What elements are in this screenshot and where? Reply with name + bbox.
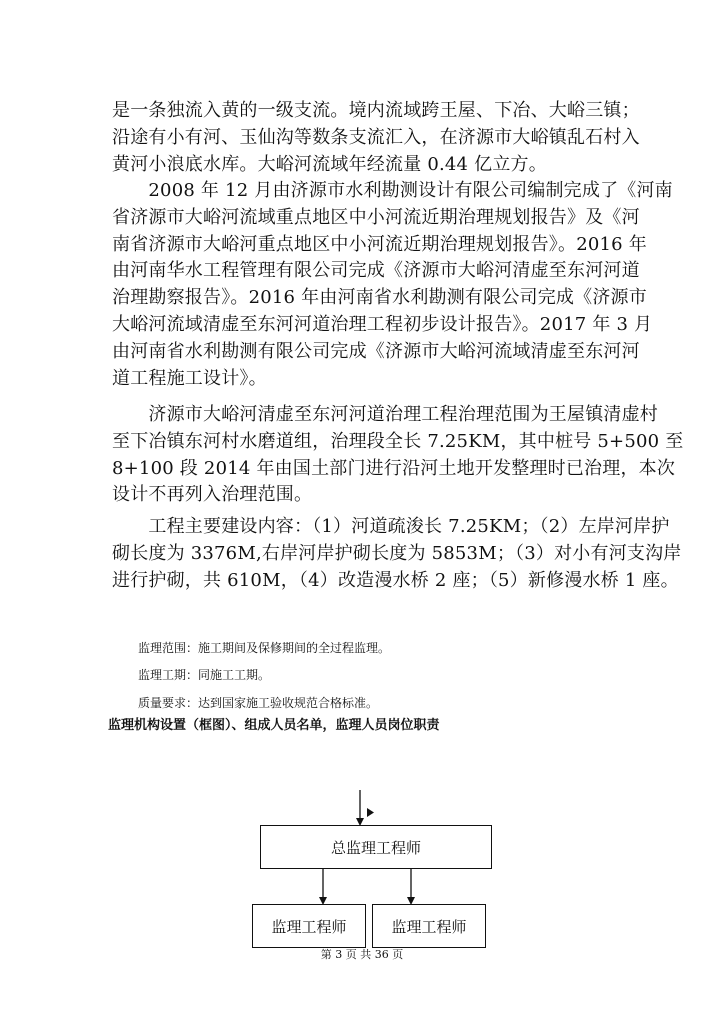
paragraph-line: 沿途有小有河、玉仙沟等数条支流汇入，在济源市大峪镇乱石村入 (112, 126, 640, 148)
quality-requirement-note: 质量要求：达到国家施工验收规范合格标准。 (138, 696, 379, 710)
paragraph-line: 由河南省水利勘测有限公司完成《济源市大峪河流域清虚至东河河 (112, 340, 640, 362)
paragraph-2 (112, 178, 673, 392)
paragraph-line: 省济源市大峪河流域重点地区中小河流近期治理规划报告》及《河 (112, 206, 640, 228)
paragraph-line: 道工程施工设计》。 (112, 367, 267, 389)
supervision-period-note: 监理工期：同施工工期。 (138, 668, 271, 682)
paragraph-3 (112, 402, 684, 509)
paragraph-line: 济源市大峪河清虚至东河河道治理工程治理范围为王屋镇清虚村 (112, 404, 658, 425)
paragraph-line: 砌长度为 3376M,右岸河岸护砌长度为 5853M；（3）对小有河支沟岸 (112, 542, 682, 564)
paragraph-1 (112, 98, 640, 178)
paragraph-line: 设计不再列入治理范围。 (112, 484, 313, 506)
paragraph-line: 进行护砌，共 610M，（4）改造漫水桥 2 座；（5）新修漫水桥 1 座。 (112, 569, 679, 591)
supervisor-box-right (372, 904, 486, 948)
pointer-arrow-head (367, 808, 374, 817)
supervisor-box-left (252, 904, 366, 948)
paragraph-line: 治理勘察报告》。2016 年由河南省水利勘测有限公司完成《济源市 (112, 287, 647, 309)
paragraph-line: 是一条独流入黄的一级支流。境内流域跨王屋、下冶、大峪三镇； (112, 100, 640, 121)
paragraph-line: 至下冶镇东河村水磨道组，治理段全长 7.25KM，其中桩号 5+500 至 (112, 430, 684, 452)
supervisor-label-right: 监理工程师 (391, 917, 467, 936)
chief-supervisor-box (260, 825, 492, 869)
chief-supervisor-label: 总监理工程师 (330, 838, 421, 857)
paragraph-line: 2008 年 12 月由济源市水利勘测设计有限公司编制完成了《河南 (112, 180, 673, 201)
paragraph-4 (112, 514, 682, 594)
supervisor-label-left: 监理工程师 (271, 917, 347, 936)
paragraph-line: 黄河小浪底水库。大峪河流域年经流量 0.44 亿立方。 (112, 153, 547, 175)
section-heading: 监理机构设置（框图）、组成人员名单，监理人员岗位职责 (108, 718, 440, 733)
paragraph-line: 由河南华水工程管理有限公司完成《济源市大峪河清虚至东河河道 (112, 260, 640, 282)
page-footer: 第 3 页 共 36 页 (320, 948, 404, 961)
paragraph-line: 8+100 段 2014 年由国土部门进行沿河土地开发整理时已治理，本次 (112, 457, 676, 479)
paragraph-line: 南省济源市大峪河重点地区中小河流近期治理规划报告》。2016 年 (112, 233, 647, 255)
paragraph-line: 大峪河流域清虚至东河河道治理工程初步设计报告》。2017 年 3 月 (112, 313, 653, 335)
supervision-scope-note: 监理范围：施工期间及保修期间的全过程监理。 (138, 641, 391, 655)
paragraph-line: 工程主要建设内容：（1）河道疏浚长 7.25KM；（2）左岸河岸护 (112, 516, 670, 537)
